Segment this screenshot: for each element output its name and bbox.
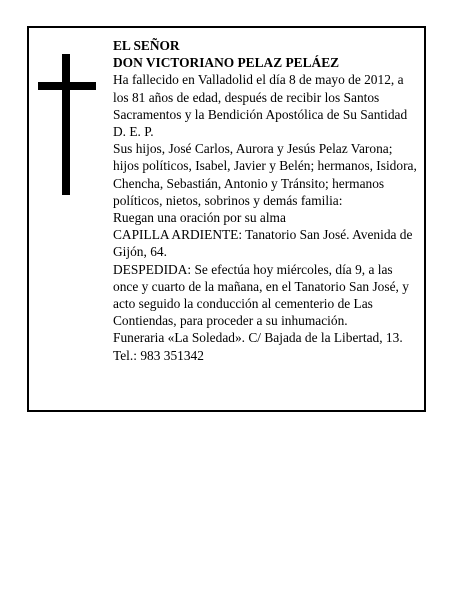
obituary-text-block (113, 37, 417, 364)
prayer-request: Ruegan una oración por su alma (113, 210, 286, 226)
cross-vertical-bar (62, 54, 70, 195)
telephone-number: Tel.: 983 351342 (113, 347, 204, 363)
chapel-information: CAPILLA ARDIENTE: Tanatorio San José. Avenida de Gijón, 64. (113, 227, 413, 260)
deceased-name: DON VICTORIANO PELAZ PELÁEZ (113, 55, 340, 71)
funeral-home-address: Funeraria «La Soledad». C/ Bajada de la Libertad, 13. (113, 330, 403, 346)
deceased-title: EL SEÑOR (113, 38, 180, 53)
cross-horizontal-bar (38, 82, 96, 90)
family-list: Sus hijos, José Carlos, Aurora y Jesús Pelaz Varona; hijos políticos, Isabel, Javier y Belén; hermanos, Isidora, Chencha, Sebastián, Antonio y Tránsito; hermanos políticos, nietos, sobrinos y demás familia: (113, 141, 417, 208)
death-announcement: Ha fallecido en Valladolid el día 8 de mayo de 2012, a los 81 años de edad, después de recibir los Santos Sacramentos y la Bendición Apostólica de Su Santidad D. E. P. (113, 72, 408, 140)
funeral-information: DESPEDIDA: Se efectúa hoy miércoles, día 9, a las once y cuarto de la mañana, en el Tanatorio San José, y acto seguido la conducción al cementerio de Las Contiendas, para proceder a su inhumación. (113, 261, 409, 329)
